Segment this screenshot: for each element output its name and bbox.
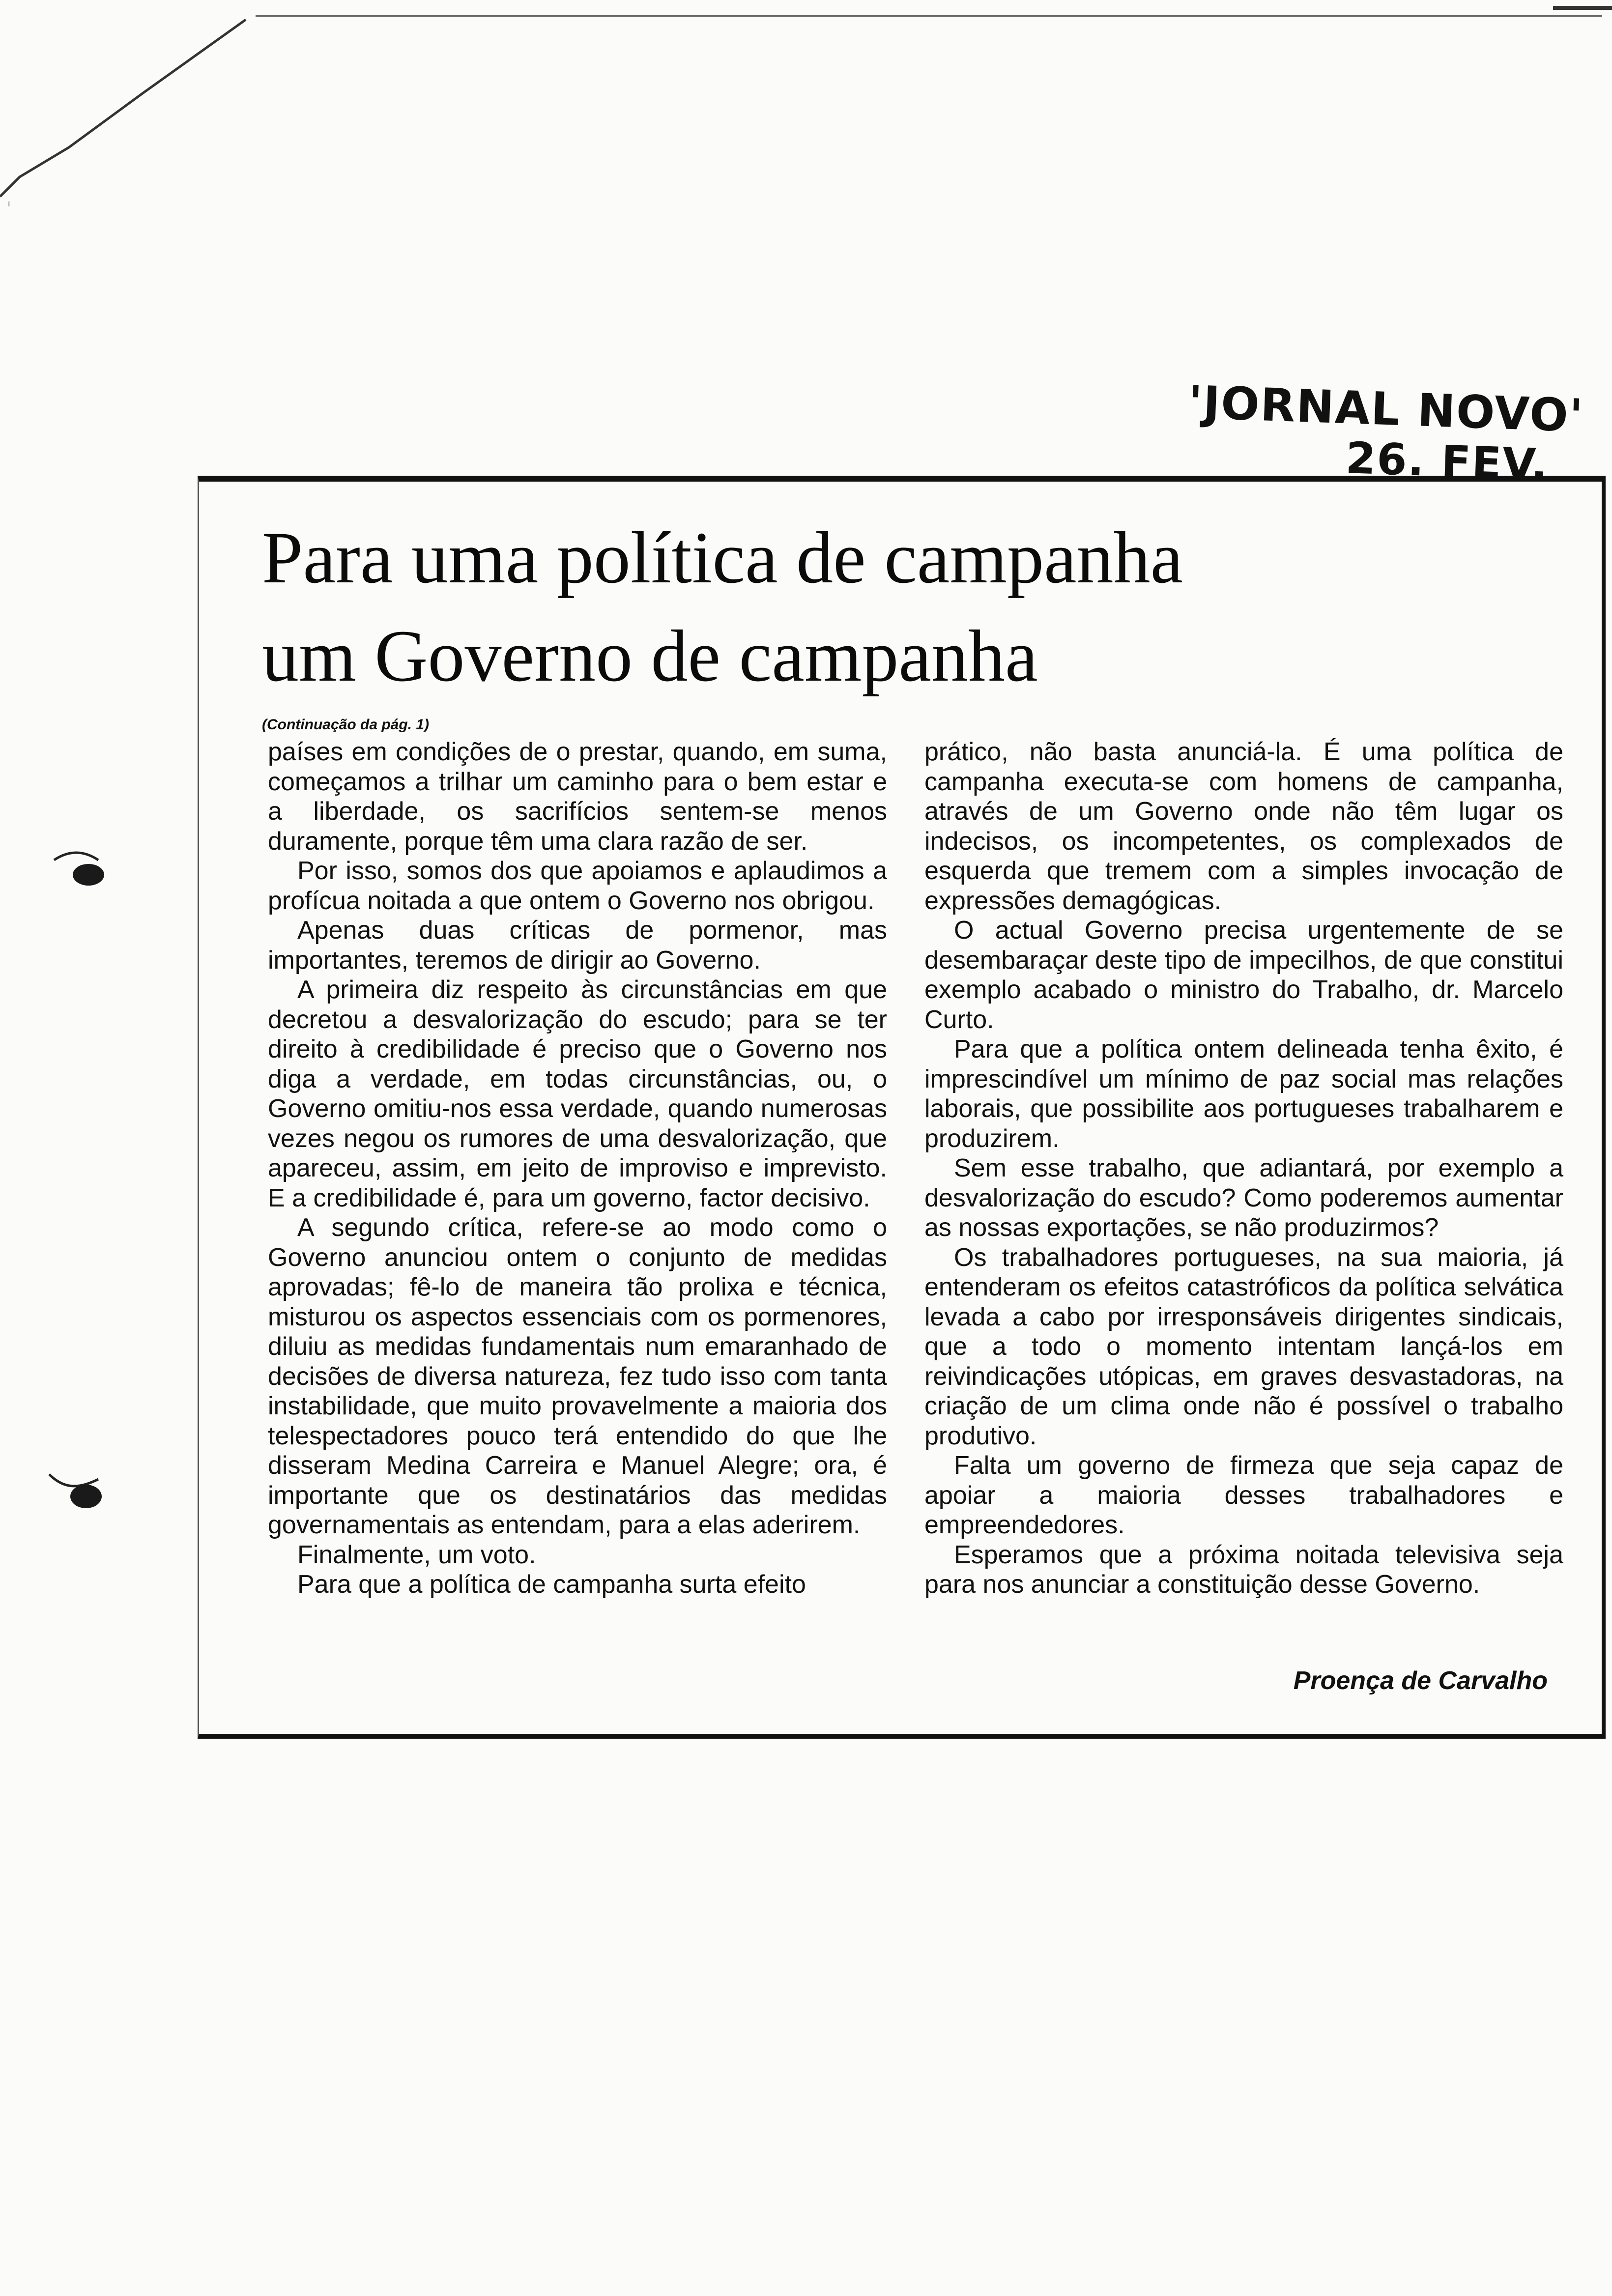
paragraph: Finalmente, um voto. <box>297 1540 536 1569</box>
author-signature: Proença de Carvalho <box>1293 1666 1548 1695</box>
paragraph: Sem esse trabalho, que adiantará, por exemplo a desvalorização do escudo? Como poderemos aumentar as nossas exportações, se não produzirmos? <box>924 1154 1563 1242</box>
paragraph: O actual Governo precisa urgentemente de se desembaraçar deste tipo de impecilhos, de que constitui exemplo acabado o ministro do Trabalho, dr. Marcelo Curto. <box>924 916 1563 1034</box>
article-column-left <box>268 737 887 1600</box>
handwritten-date-note: 26. FEV. <box>1345 432 1550 490</box>
paragraph: A primeira diz respeito às circunstâncias em que decretou a desvalorização do escudo; para se ter direito à credibilidade é preciso que o Governo nos diga a verdade, em todas circunstâncias, ou, o Governo omitiu-nos essa verdade, quando numerosas vezes negou os rumores de uma desvalorização, que apareceu, assim, em jeito de improviso e imprevisto. E a credibilidade é, para um governo, factor decisivo. <box>268 976 887 1212</box>
paragraph: Apenas duas críticas de pormenor, mas importantes, teremos de dirigir ao Governo. <box>268 916 887 975</box>
punch-hole-upper <box>49 845 118 894</box>
headline-line-1: Para uma política de campanha <box>262 517 1183 599</box>
paragraph: Para que a política ontem delineada tenha êxito, é imprescindível um mínimo de paz social mas relações laborais, que possibilite aos portugueses trabalharem e produzirem. <box>924 1035 1563 1153</box>
paragraph: Esperamos que a próxima noitada televisiva seja para nos anunciar a constituição desse Governo. <box>924 1540 1563 1599</box>
headline-line-2: um Governo de campanha <box>262 615 1038 697</box>
paragraph: Para que a política de campanha surta efeito <box>297 1570 806 1599</box>
handwritten-source-note: 'JORNAL NOVO' <box>1187 376 1585 443</box>
scan-corner-fold <box>0 0 256 206</box>
paragraph: Falta um governo de firmeza que seja capaz de apoiar a maioria desses trabalhadores e empreendedores. <box>924 1451 1563 1539</box>
scan-top-rule-right <box>1553 6 1612 10</box>
newspaper-clipping <box>198 476 1606 1739</box>
punch-hole-lower <box>44 1464 113 1519</box>
paragraph: países em condições de o prestar, quando, em suma, começamos a trilhar um caminho para o bem estar e a liberdade, os sacrifícios sentem-se menos duramente, porque têm uma clara razão de ser. <box>268 738 887 856</box>
paragraph: Por isso, somos dos que apoiamos e aplaudimos a profícua noitada a que ontem o Governo nos obrigou. <box>268 857 887 915</box>
paragraph: prático, não basta anunciá-la. É uma política de campanha executa-se com homens de campanha, através de um Governo onde não têm lugar os indecisos, os incompetentes, os complexados de esquerda que tremem com a simples invocação de expressões demagógicas. <box>924 738 1563 915</box>
fold-line <box>0 20 246 197</box>
paragraph: Os trabalhadores portugueses, na sua maioria, já entenderam os efeitos catastróficos da política selvática levada a cabo por irresponsáveis dirigentes sindicais, que a todo o momento intentam lançá-los em reivindicações utópicas, em graves desvastadoras, na criação de um clima onde não é possível o trabalho produtivo. <box>924 1243 1563 1450</box>
continuation-note: (Continuação da pág. 1) <box>262 717 430 733</box>
scan-top-rule <box>256 15 1602 17</box>
paragraph: A segundo crítica, refere-se ao modo como o Governo anunciou ontem o conjunto de medidas aprovadas; fê-lo de maneira tão prolixa e técnica, misturou os aspectos essenciais com os pormenores, diluiu as medidas fundamentais num emaranhado de decisões de diversa natureza, fez tudo isso com tanta instabilidade, que muito provavelmente a maioria dos telespectadores pouco terá entendido do que lhe disseram Medina Carreira e Manuel Alegre; ora, é importante que os destinatários das medidas governamentais as entendam, para a elas aderirem. <box>268 1213 887 1539</box>
article-column-right <box>924 737 1563 1600</box>
